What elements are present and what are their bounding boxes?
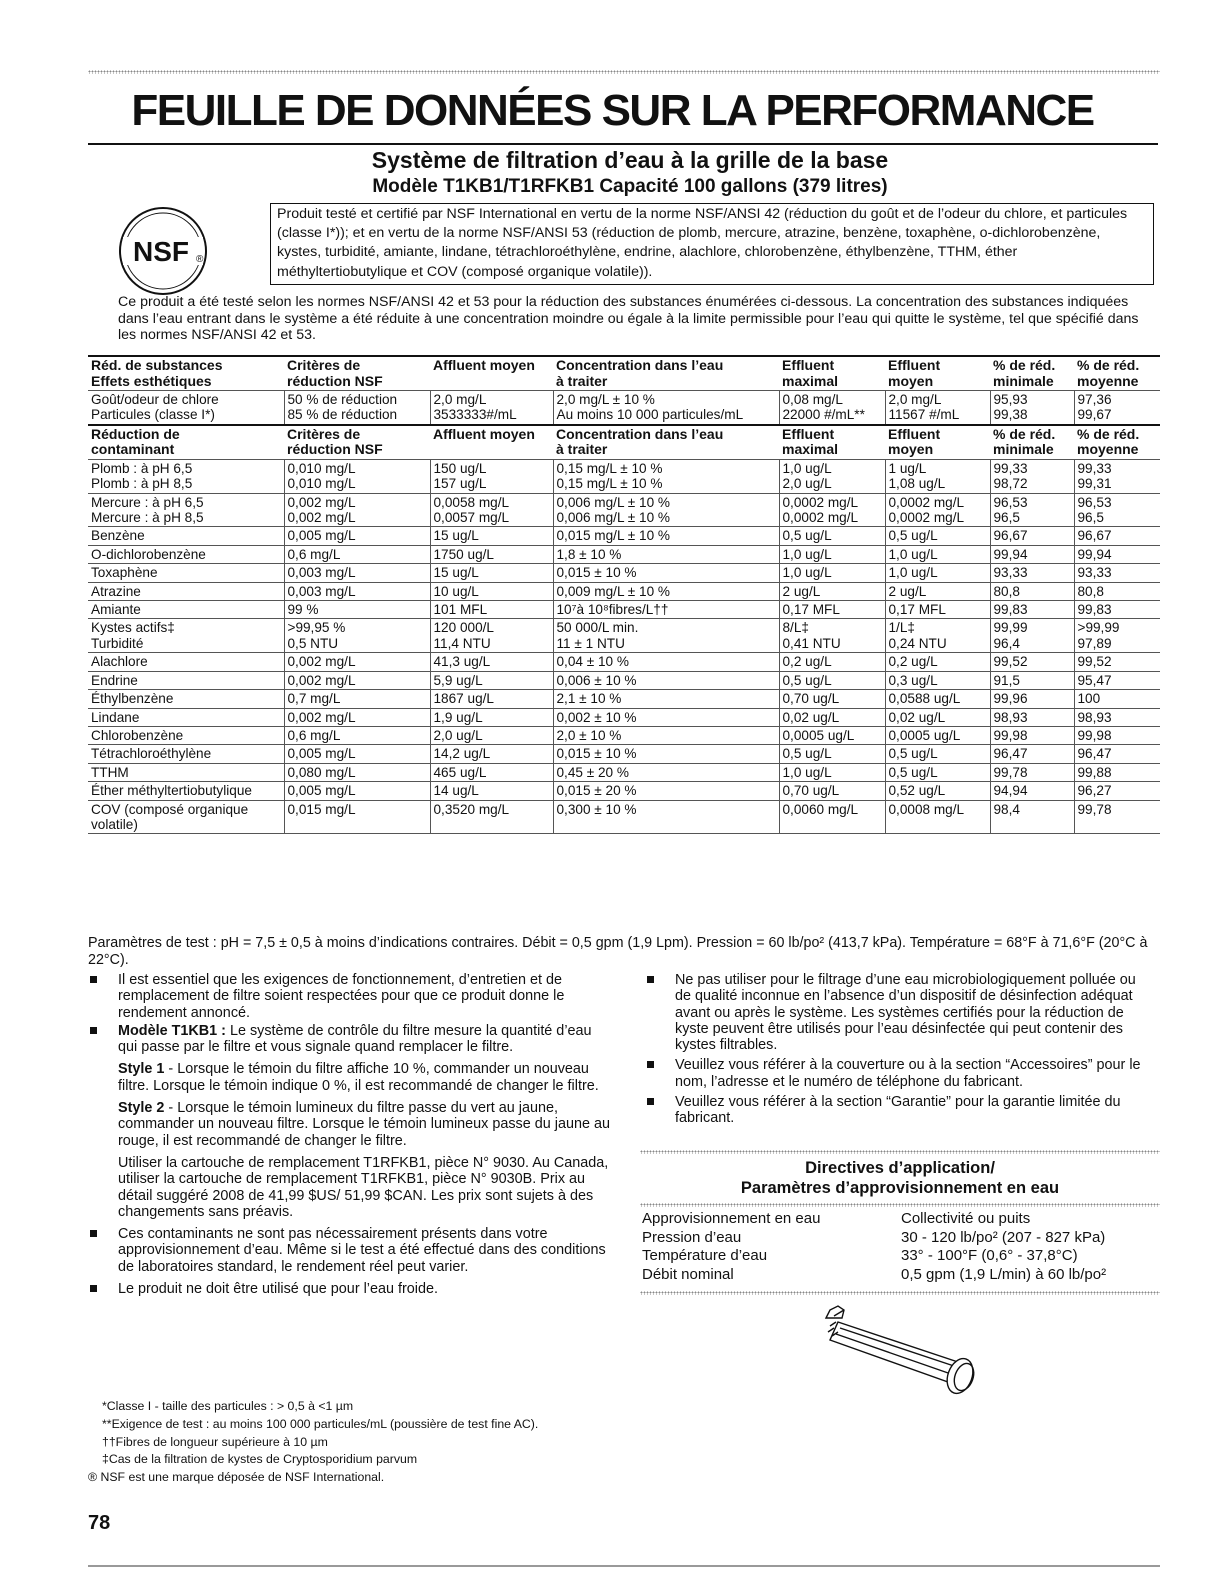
bullet-item (88, 1281, 610, 1297)
filter-cartridge-illustration (808, 1300, 993, 1400)
value-cell: 1/L‡ 0,24 NTU (885, 619, 990, 653)
value-cell: 99,99 96,4 (990, 619, 1074, 653)
table-row (88, 671, 1160, 689)
value-cell: 80,8 (1074, 582, 1160, 600)
directives-row (640, 1229, 1160, 1248)
value-cell: 0,0002 mg/L 0,0002 mg/L (779, 493, 885, 527)
value-cell: 14 ug/L (430, 782, 553, 800)
substance-cell: Tétrachloroéthylène (88, 745, 284, 763)
bullet-square-icon (90, 1230, 97, 1237)
nsf-logo (117, 205, 209, 297)
value-cell: 120 000/L 11,4 NTU (430, 619, 553, 653)
value-cell: 99,98 (990, 726, 1074, 744)
value-cell: 99,52 (990, 653, 1074, 671)
style2-paragraph (88, 1100, 610, 1149)
bullet-item (645, 1094, 1150, 1127)
value-cell: 0,17 MFL (885, 601, 990, 619)
value-cell: 0,002 mg/L (284, 708, 430, 726)
model-label: Modèle T1KB1 : (118, 1022, 226, 1039)
directives-title-line2: Paramètres d’approvisionnement en eau (740, 1179, 1060, 1197)
value-cell: 0,005 mg/L (284, 745, 430, 763)
value-cell: 1,9 ug/L (430, 708, 553, 726)
substance-cell: Amiante (88, 601, 284, 619)
top-dotted-rule (88, 70, 1160, 74)
value-cell: 150 ug/L 157 ug/L (430, 459, 553, 493)
substance-cell: Kystes actifs‡ Turbidité (88, 619, 284, 653)
column-header: Affluent moyen (430, 356, 553, 391)
value-cell: 0,015 ± 20 % (553, 782, 779, 800)
value-cell: 98,93 (1074, 708, 1160, 726)
value-cell: 98,93 (990, 708, 1074, 726)
directives-value: 30 - 120 lb/po² (207 - 827 kPa) (901, 1228, 1106, 1246)
value-cell: 93,33 (990, 564, 1074, 582)
bullet-item (88, 1023, 610, 1056)
value-cell: 0,0060 mg/L (779, 800, 885, 834)
value-cell: 91,5 (990, 671, 1074, 689)
column-header: Critères de réduction NSF (284, 425, 430, 460)
substance-cell: TTHM (88, 763, 284, 781)
directives-value: Collectivité ou puits (901, 1210, 1031, 1227)
value-cell: 95,93 99,38 (990, 391, 1074, 425)
system-subtitle: Système de filtration d’eau à la grille de la base (371, 147, 889, 173)
value-cell: 2,0 mg/L ± 10 % Au moins 10 000 particules/mL (553, 391, 779, 425)
value-cell: 80,8 (990, 582, 1074, 600)
value-cell: 1867 ug/L (430, 690, 553, 708)
directives-title (640, 1158, 1160, 1198)
value-cell: 0,002 mg/L (284, 653, 430, 671)
value-cell: 0,300 ± 10 % (553, 800, 779, 834)
table-row (88, 459, 1160, 493)
value-cell: 0,5 ug/L (779, 671, 885, 689)
value-cell: 2,0 mg/L 11567 #/mL (885, 391, 990, 425)
substance-cell: COV (composé organique volatile) (88, 800, 284, 834)
footnote: ††Fibres de longueur supérieure à 10 µm (102, 1434, 328, 1449)
value-cell: 1,0 ug/L 2,0 ug/L (779, 459, 885, 493)
substance-cell: Plomb : à pH 6,5 Plomb : à pH 8,5 (88, 459, 284, 493)
value-cell: 0,015 mg/L (284, 800, 430, 834)
table-row (88, 545, 1160, 563)
value-cell: 0,15 mg/L ± 10 % 0,15 mg/L ± 10 % (553, 459, 779, 493)
directives-title-line1: Directives d’application/ (805, 1159, 995, 1177)
value-cell: 1,8 ± 10 % (553, 545, 779, 563)
nsf-registered-mark: ® (196, 254, 204, 265)
value-cell: 50 % de réduction 85 % de réduction (284, 391, 430, 425)
table-row (88, 582, 1160, 600)
value-cell: 0,015 ± 10 % (553, 745, 779, 763)
bullet-item (645, 972, 1150, 1053)
value-cell: 96,27 (1074, 782, 1160, 800)
value-cell: 95,47 (1074, 671, 1160, 689)
table-row (88, 745, 1160, 763)
title-rule (88, 143, 1158, 145)
column-header: Concentration dans l’eau à traiter (553, 425, 779, 460)
footnote: *Classe I - taille des particules : > 0,5 à <1 µm (102, 1399, 354, 1413)
value-cell: 1,0 ug/L (885, 564, 990, 582)
substance-cell: Éther méthyltertiobutylique (88, 782, 284, 800)
directives-row (640, 1266, 1160, 1285)
directives-label: Température d’eau (642, 1247, 768, 1264)
table-row (88, 782, 1160, 800)
value-cell: 2,0 mg/L 3533333#/mL (430, 391, 553, 425)
directives-bottom-rule (640, 1291, 1160, 1295)
value-cell: 2,0 ug/L (430, 726, 553, 744)
value-cell: 96,53 96,5 (990, 493, 1074, 527)
bullet-text: Il est essentiel que les exigences de fonctionnement, d’entretien et de remplacement de filtre soient respectées pour que ce produit donne le rendement annoncé. (118, 972, 565, 1021)
substance-cell: Éthylbenzène (88, 690, 284, 708)
value-cell: 99,33 99,31 (1074, 459, 1160, 493)
table-row (88, 726, 1160, 744)
value-cell: 0,002 mg/L 0,002 mg/L (284, 493, 430, 527)
value-cell: 0,5 ug/L (885, 527, 990, 545)
nsf-logo-text: NSF (133, 236, 189, 267)
value-cell: 0,009 mg/L ± 10 % (553, 582, 779, 600)
test-parameters: Paramètres de test : pH = 7,5 ± 0,5 à moins d’indications contraires. Débit = 0,5 gpm (1,9 Lpm). Pression = 60 lb/po² (413,7 kPa). Température = 68°F à 71,6°F (20°C à 22°C). (88, 935, 1148, 968)
value-cell: 0,010 mg/L 0,010 mg/L (284, 459, 430, 493)
value-cell: 0,0005 ug/L (779, 726, 885, 744)
column-header: Effluent maximal (779, 356, 885, 391)
directives-row (640, 1210, 1160, 1229)
value-cell: 1750 ug/L (430, 545, 553, 563)
column-header: % de réd. moyenne (1074, 356, 1160, 391)
table-row (88, 800, 1160, 834)
intro-paragraph: Ce produit a été testé selon les normes NSF/ANSI 42 et 53 pour la réduction des substances énumérées ci-dessous. La concentration des substances indiquées dans l’eau entrant dans le système a été réduite à une concentration moindre ou égale à la limite permissible pour l’eau qui quitte le système, tel que spécifié dans les normes NSF/ANSI 42 et 53. (118, 294, 1139, 343)
bullet-square-icon (647, 976, 654, 983)
substance-cell: Goût/odeur de chlore Particules (classe I*) (88, 391, 284, 425)
value-cell: 41,3 ug/L (430, 653, 553, 671)
value-cell: 14,2 ug/L (430, 745, 553, 763)
value-cell: 0,02 ug/L (779, 708, 885, 726)
bottom-rule (88, 1565, 1160, 1567)
value-cell: 1 ug/L 1,08 ug/L (885, 459, 990, 493)
style1-paragraph (88, 1061, 610, 1094)
value-cell: 96,47 (990, 745, 1074, 763)
value-cell: 99,33 98,72 (990, 459, 1074, 493)
footnotes (88, 1398, 688, 1487)
table-row (88, 653, 1160, 671)
bullet-text: Le produit ne doit être utilisé que pour l’eau froide. (118, 1281, 439, 1298)
value-cell: 50 000/L min. 11 ± 1 NTU (553, 619, 779, 653)
value-cell: 0,5 ug/L (779, 745, 885, 763)
column-header: Effluent moyen (885, 425, 990, 460)
directives-row (640, 1247, 1160, 1266)
replacement-paragraph: Utiliser la cartouche de remplacement T1RFKB1, pièce N° 9030. Au Canada, utiliser la cartouche de remplacement T1RFKB1, pièce N° 9030B. Prix au détail suggéré 2008 de 41,99 $US/ 51,99 $CAN. Les prix sont sujets à des changements sans préavis. (118, 1154, 609, 1220)
substance-cell: Benzène (88, 527, 284, 545)
value-cell: 15 ug/L (430, 527, 553, 545)
page-number: 78 (88, 1512, 111, 1534)
value-cell: 0,002 ± 10 % (553, 708, 779, 726)
column-header: Affluent moyen (430, 425, 553, 460)
value-cell: 0,04 ± 10 % (553, 653, 779, 671)
value-cell: 99,88 (1074, 763, 1160, 781)
value-cell: 0,02 ug/L (885, 708, 990, 726)
value-cell: 0,7 mg/L (284, 690, 430, 708)
bullet-text: Le système de contrôle du filtre mesure la quantité d’eau qui passe par le filtre et vous signale quand remplacer le filtre. (118, 1022, 592, 1056)
bullet-text: Ces contaminants ne sont pas nécessairement présents dans votre approvisionnement d’eau. Même si le test a été effectué dans des conditions de laboratoires standard, le rendement réel peut varier. (118, 1226, 606, 1275)
directives-label: Pression d’eau (642, 1228, 742, 1246)
column-header: Réduction de contaminant (88, 425, 284, 460)
value-cell: 0,005 mg/L (284, 782, 430, 800)
directives-table (640, 1210, 1160, 1284)
substance-cell: Lindane (88, 708, 284, 726)
substance-cell: Chlorobenzène (88, 726, 284, 744)
value-cell: 15 ug/L (430, 564, 553, 582)
table-row (88, 619, 1160, 653)
directives-label: Débit nominal (642, 1265, 734, 1283)
value-cell: 0,3520 mg/L (430, 800, 553, 834)
value-cell: 8/L‡ 0,41 NTU (779, 619, 885, 653)
value-cell: 0,17 MFL (779, 601, 885, 619)
value-cell: 0,006 mg/L ± 10 % 0,006 mg/L ± 10 % (553, 493, 779, 527)
value-cell: 0,002 mg/L (284, 671, 430, 689)
value-cell: 0,080 mg/L (284, 763, 430, 781)
value-cell: >99,99 97,89 (1074, 619, 1160, 653)
bullet-item (88, 1226, 610, 1275)
column-header: Concentration dans l’eau à traiter (553, 356, 779, 391)
table-row (88, 527, 1160, 545)
value-cell: 0,0002 mg/L 0,0002 mg/L (885, 493, 990, 527)
value-cell: 99,78 (990, 763, 1074, 781)
bullet-square-icon (90, 976, 97, 983)
value-cell: 0,006 ± 10 % (553, 671, 779, 689)
bullet-item (645, 1057, 1150, 1090)
substance-cell: Toxaphène (88, 564, 284, 582)
bullet-text: Veuillez vous référer à la couverture ou à la section “Accessoires” pour le nom, l’adresse et le numéro de téléphone du fabricant. (675, 1057, 1141, 1090)
substance-cell: Atrazine (88, 582, 284, 600)
table-row (88, 601, 1160, 619)
value-cell: 99,83 (990, 601, 1074, 619)
directives-value: 0,5 gpm (1,9 L/min) à 60 lb/po² (901, 1265, 1107, 1283)
value-cell: 0,70 ug/L (779, 782, 885, 800)
footnote: ® NSF est une marque déposée de NSF International. (88, 1470, 385, 1485)
substance-cell: O-dichlorobenzène (88, 545, 284, 563)
value-cell: 1,0 ug/L (779, 763, 885, 781)
footnote: **Exigence de test : au moins 100 000 particules/mL (poussière de test fine AC). (102, 1416, 539, 1431)
value-cell: 0,2 ug/L (779, 653, 885, 671)
value-cell: 0,5 ug/L (885, 763, 990, 781)
table-row (88, 708, 1160, 726)
value-cell: 2,0 ± 10 % (553, 726, 779, 744)
style2-text: - Lorsque le témoin lumineux du filtre passe du vert au jaune, commander un nouveau filtre. Lorsque le témoin lumineux passe du jaune au rouge, il est recommandé de changer le filtre. (118, 1100, 610, 1149)
column-header: Réd. de substances Effets esthétiques (88, 356, 284, 391)
value-cell: 97,36 99,67 (1074, 391, 1160, 425)
bullet-text: Ne pas utiliser pour le filtrage d’une eau microbiologiquement polluée ou de qualité inconnue en l’absence d’un dispositif de désinfection adéquat avant ou après le système. Les systèmes certifiés pour la réduction de kyste peuvent être utilisés pour l’eau désinfectée qui peut contenir des kystes filtrables. (675, 972, 1136, 1054)
performance-table-body (88, 356, 1160, 834)
bullet-text: Veuillez vous référer à la section “Garantie” pour la garantie limitée du fabricant. (675, 1094, 1121, 1127)
style1-text: - Lorsque le témoin du filtre affiche 10 %, commander un nouveau filtre. Lorsque le témoin indique 0 %, il est recommandé de changer le filtre. (118, 1061, 599, 1094)
table-row (88, 690, 1160, 708)
value-cell: 2,1 ± 10 % (553, 690, 779, 708)
directives-label: Approvisionnement en eau (642, 1210, 821, 1227)
table-header-row (88, 425, 1160, 460)
value-cell: 99 % (284, 601, 430, 619)
value-cell: 0,70 ug/L (779, 690, 885, 708)
value-cell: 101 MFL (430, 601, 553, 619)
value-cell: 10⁷à 10⁸fibres/L†† (553, 601, 779, 619)
value-cell: 0,0005 ug/L (885, 726, 990, 744)
value-cell: 96,47 (1074, 745, 1160, 763)
value-cell: 0,0008 mg/L (885, 800, 990, 834)
style2-label: Style 2 (118, 1100, 165, 1117)
footnote: ‡Cas de la filtration de kystes de Cryptosporidium parvum (102, 1452, 418, 1467)
bullet-square-icon (90, 1027, 97, 1034)
style1-label: Style 1 (118, 1061, 165, 1078)
table-row (88, 391, 1160, 425)
value-cell: 96,67 (1074, 527, 1160, 545)
value-cell: 99,94 (1074, 545, 1160, 563)
value-cell: 94,94 (990, 782, 1074, 800)
value-cell: 0,003 mg/L (284, 582, 430, 600)
value-cell: 0,005 mg/L (284, 527, 430, 545)
value-cell: 0,2 ug/L (885, 653, 990, 671)
value-cell: 99,98 (1074, 726, 1160, 744)
value-cell: 1,0 ug/L (779, 564, 885, 582)
value-cell: 99,96 (990, 690, 1074, 708)
page-title: FEUILLE DE DONNÉES SUR LA PERFORMANCE (131, 86, 1094, 135)
substance-cell: Mercure : à pH 6,5 Mercure : à pH 8,5 (88, 493, 284, 527)
left-bullet-column (88, 972, 610, 1299)
value-cell: 0,5 ug/L (885, 745, 990, 763)
value-cell: 0,0058 mg/L 0,0057 mg/L (430, 493, 553, 527)
column-header: % de réd. moyenne (1074, 425, 1160, 460)
substance-cell: Endrine (88, 671, 284, 689)
directives-header-rule (640, 1203, 1160, 1207)
value-cell: 0,52 ug/L (885, 782, 990, 800)
value-cell: 1,0 ug/L (885, 545, 990, 563)
value-cell: 1,0 ug/L (779, 545, 885, 563)
value-cell: 0,015 mg/L ± 10 % (553, 527, 779, 545)
certification-box: Produit testé et certifié par NSF International en vertu de la norme NSF/ANSI 42 (réduction du goût et de l’odeur du chlore, et particules (classe I*)); et en vertu de la norme NSF/ANSI 53 (réduction de plomb, mercure, atrazine, benzène, toxaphène, o-dichlorobenzène, kystes, turbidité, amiante, lindane, tétrachloroéthylène, endrine, alachlore, chlorobenzène, éthylbenzène, TTHM, éther méthyltertiobutylique et COV (composé organique volatile)). (270, 203, 1154, 285)
value-cell: 465 ug/L (430, 763, 553, 781)
value-cell: 2 ug/L (885, 582, 990, 600)
value-cell: >99,95 % 0,5 NTU (284, 619, 430, 653)
bullet-square-icon (90, 1285, 97, 1292)
value-cell: 93,33 (1074, 564, 1160, 582)
table-row (88, 564, 1160, 582)
column-header: % de réd. minimale (990, 356, 1074, 391)
value-cell: 99,78 (1074, 800, 1160, 834)
bullet-square-icon (647, 1098, 654, 1105)
value-cell: 2 ug/L (779, 582, 885, 600)
substance-cell: Alachlore (88, 653, 284, 671)
model-capacity-line: Modèle T1KB1/T1RFKB1 Capacité 100 gallons (379 litres) (372, 176, 888, 197)
column-header: Critères de réduction NSF (284, 356, 430, 391)
right-bullet-column (645, 972, 1150, 1129)
value-cell: 0,015 ± 10 % (553, 564, 779, 582)
value-cell: 98,4 (990, 800, 1074, 834)
table-row (88, 763, 1160, 781)
value-cell: 96,67 (990, 527, 1074, 545)
directives-top-rule (640, 1150, 1160, 1154)
performance-table (88, 355, 1160, 834)
value-cell: 96,53 96,5 (1074, 493, 1160, 527)
value-cell: 0,6 mg/L (284, 545, 430, 563)
value-cell: 100 (1074, 690, 1160, 708)
column-header: % de réd. minimale (990, 425, 1074, 460)
value-cell: 99,83 (1074, 601, 1160, 619)
table-row (88, 493, 1160, 527)
value-cell: 99,94 (990, 545, 1074, 563)
value-cell: 0,5 ug/L (779, 527, 885, 545)
value-cell: 99,52 (1074, 653, 1160, 671)
value-cell: 0,3 ug/L (885, 671, 990, 689)
bullet-square-icon (647, 1061, 654, 1068)
value-cell: 10 ug/L (430, 582, 553, 600)
column-header: Effluent maximal (779, 425, 885, 460)
value-cell: 0,003 mg/L (284, 564, 430, 582)
value-cell: 0,6 mg/L (284, 726, 430, 744)
value-cell: 0,08 mg/L 22000 #/mL** (779, 391, 885, 425)
value-cell: 5,9 ug/L (430, 671, 553, 689)
value-cell: 0,45 ± 20 % (553, 763, 779, 781)
value-cell: 0,0588 ug/L (885, 690, 990, 708)
table-header-row (88, 356, 1160, 391)
bullet-item (88, 972, 610, 1021)
column-header: Effluent moyen (885, 356, 990, 391)
directives-value: 33° - 100°F (0,6° - 37,8°C) (901, 1247, 1078, 1264)
